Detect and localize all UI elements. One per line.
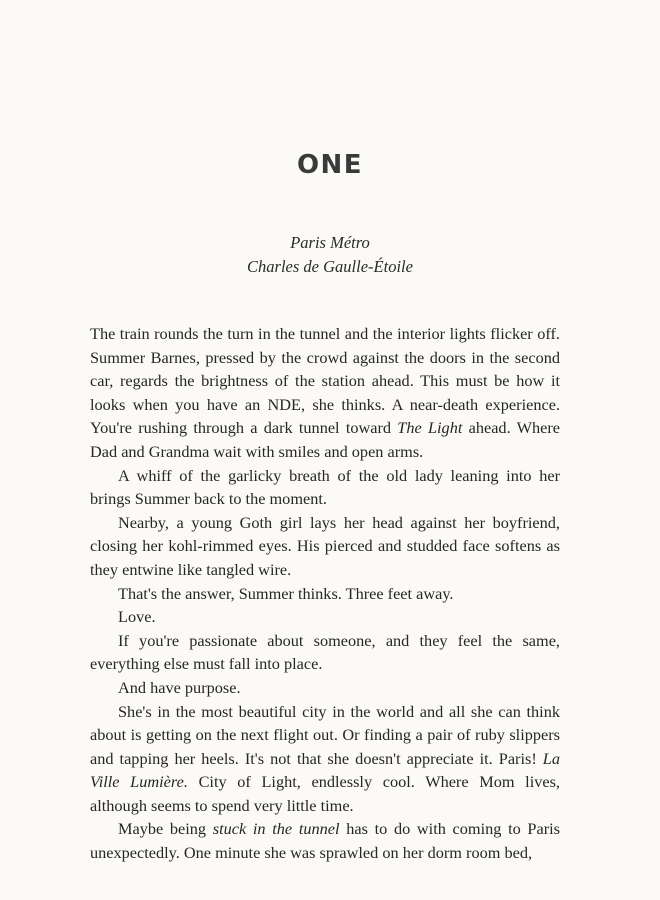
text-run: A whiff of the garlicky breath of the old lady leaning into her brings Summer back to the moment.: [90, 465, 560, 509]
paragraph: [90, 629, 560, 676]
location-line-1: Paris Métro: [290, 233, 370, 252]
paragraph: [90, 676, 560, 700]
text-run: Love.: [118, 607, 156, 627]
text-run: City of Light, endlessly cool. Where Mom lives, although seems to spend very little time.: [90, 772, 560, 815]
paragraph: [90, 582, 560, 606]
italic-text: stuck in the tunnel: [212, 819, 340, 839]
text-run: Maybe being: [118, 819, 213, 839]
location-line-2: Charles de Gaulle-Étoile: [247, 257, 413, 276]
chapter-location: [0, 231, 660, 279]
paragraph: [90, 511, 560, 582]
paragraph: [90, 700, 560, 818]
text-run: The train rounds the turn in the tunnel and the interior lights flicker off. Summer Barnes, pressed by the crowd against the doors in the second car, regards the brightness of the station ahead. This must be how it looks when you have an NDE, she thinks. A near-death experience. You're rushing through a dark tunnel toward: [90, 324, 560, 438]
text-run: That's the answer, Summer thinks. Three feet away.: [118, 583, 454, 603]
text-run: Nearby, a young Goth girl lays her head against her boyfriend, closing her kohl-rimmed eyes. His pierced and studded face softens as they entwine like tangled wire.: [90, 512, 560, 579]
chapter-body: [90, 322, 560, 865]
paragraph: [90, 817, 560, 864]
paragraph: [90, 322, 560, 464]
text-run: And have purpose.: [118, 677, 241, 697]
text-run: has to do with coming to Paris unexpectedly. One minute she was sprawled on her dorm room bed,: [90, 819, 560, 863]
text-run: If you're passionate about someone, and they feel the same, everything else must fall into place.: [90, 630, 560, 674]
paragraph: [90, 605, 560, 629]
paragraph: [90, 464, 560, 511]
text-run: She's in the most beautiful city in the world and all she can think about is getting on the next flight out. Or finding a pair of ruby slippers and tapping her heels. It's not that she doesn't appreciate it. Paris!: [90, 701, 560, 768]
italic-text: The Light: [397, 418, 463, 438]
chapter-title: ONE: [296, 150, 364, 180]
text-run: ahead. Where Dad and Grandma wait with smiles and open arms.: [90, 418, 560, 461]
italic-text: La Ville Lumière.: [90, 748, 560, 792]
